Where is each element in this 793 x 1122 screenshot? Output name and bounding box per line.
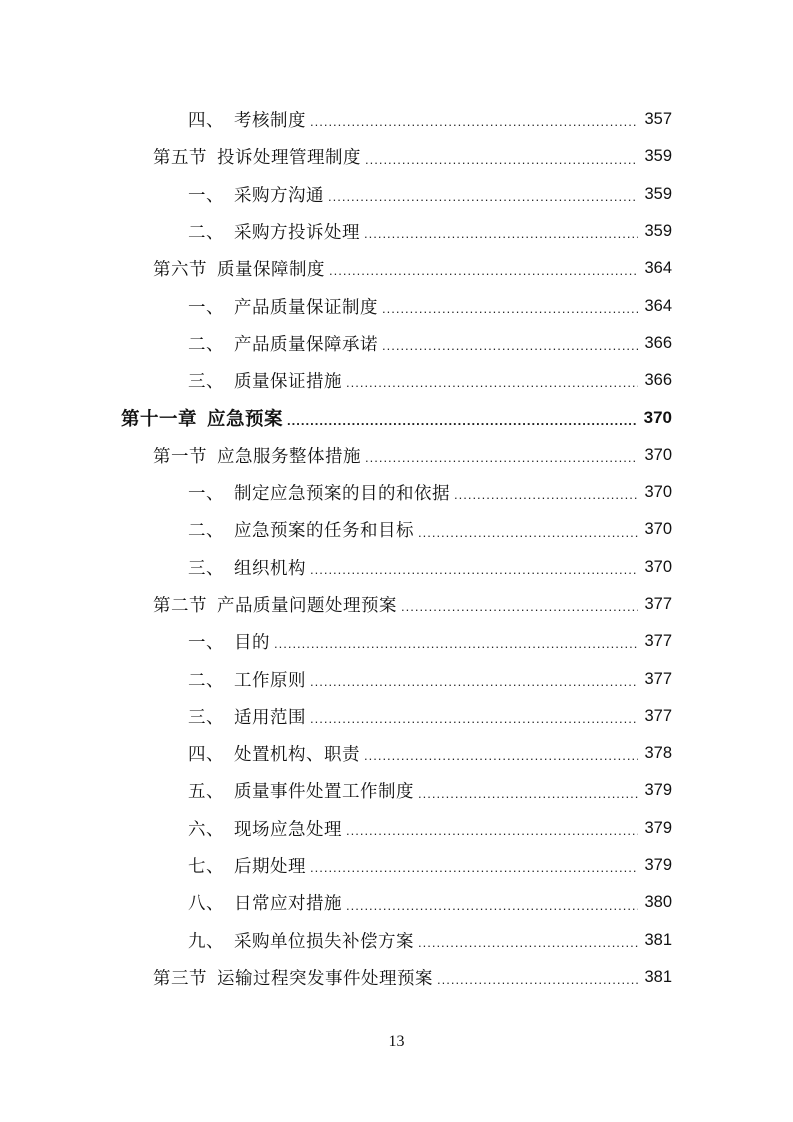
dot-leader: [274, 636, 638, 660]
table-of-contents: [0, 101, 793, 996]
toc-entry-page: 377: [644, 632, 672, 651]
dot-leader: [310, 562, 638, 586]
toc-entry-item[interactable]: [0, 474, 793, 511]
toc-entry-item[interactable]: [0, 213, 793, 250]
toc-entry-number: 二、: [188, 521, 224, 542]
dot-leader: [365, 152, 638, 176]
toc-entry-item[interactable]: [0, 660, 793, 697]
toc-entry-title: [153, 256, 325, 281]
toc-entry-page: 380: [644, 893, 672, 912]
toc-entry-page: 359: [644, 184, 672, 203]
toc-entry-text: 采购单位损失补偿方案: [234, 931, 414, 952]
toc-entry-text: 质量事件处置工作制度: [234, 782, 414, 803]
toc-entry-page: 377: [644, 595, 672, 613]
toc-entry-title: [188, 480, 450, 505]
toc-entry-page: 359: [644, 147, 672, 166]
dot-leader: [364, 748, 638, 772]
toc-entry-title: [188, 555, 306, 580]
dot-leader: [310, 711, 638, 735]
dot-leader: [418, 525, 638, 549]
toc-entry-text: 制定应急预案的目的和依据: [234, 484, 450, 505]
toc-entry-title: [188, 629, 270, 654]
toc-entry-number: 七、: [188, 857, 224, 878]
toc-entry-number: 四、: [188, 111, 224, 132]
toc-entry-text: 产品质量问题处理预案: [217, 596, 397, 616]
toc-entry-page: 381: [644, 930, 672, 949]
toc-entry-text: 现场应急处理: [234, 819, 342, 840]
toc-entry-title: [188, 368, 342, 393]
toc-entry-text: 质量保证措施: [234, 372, 342, 393]
toc-entry-number: 五、: [188, 782, 224, 803]
dot-leader: [454, 487, 638, 511]
toc-entry-title: [188, 667, 306, 692]
toc-entry-number: 一、: [188, 633, 224, 654]
toc-entry-title: [188, 704, 306, 729]
toc-entry-text: 投诉处理管理制度: [217, 148, 361, 169]
toc-entry-number: 四、: [188, 745, 224, 766]
toc-entry-text: 质量保障制度: [217, 260, 325, 281]
dot-leader: [310, 114, 638, 138]
toc-entry-title: [153, 144, 361, 169]
toc-entry-item[interactable]: [0, 698, 793, 735]
toc-entry-page: 359: [644, 222, 672, 241]
toc-entry-text: 应急服务整体措施: [217, 446, 361, 467]
toc-entry-item[interactable]: [0, 101, 793, 138]
toc-entry-item[interactable]: [0, 810, 793, 847]
dot-leader: [364, 226, 638, 250]
toc-entry-title: [188, 107, 306, 132]
dot-leader: [287, 413, 638, 437]
toc-entry-text: 产品质量保障承诺: [234, 334, 378, 355]
toc-entry-item[interactable]: [0, 325, 793, 362]
toc-entry-title: [188, 331, 378, 356]
toc-entry-text: 产品质量保证制度: [234, 297, 378, 318]
toc-entry-text: 组织机构: [234, 558, 306, 579]
toc-entry-item[interactable]: [0, 922, 793, 959]
toc-entry-page: 366: [644, 371, 672, 390]
toc-entry-title: [188, 853, 306, 878]
toc-entry-item[interactable]: [0, 176, 793, 213]
toc-entry-number: 第五节: [153, 148, 207, 169]
toc-entry-number: 八、: [188, 894, 224, 915]
toc-entry-section[interactable]: [0, 437, 793, 474]
toc-entry-item[interactable]: [0, 549, 793, 586]
toc-entry-number: 二、: [188, 334, 224, 355]
toc-entry-text: 工作原则: [234, 670, 306, 691]
toc-entry-chapter[interactable]: [0, 399, 793, 436]
toc-entry-number: 三、: [188, 372, 224, 393]
page-number: 13: [388, 1033, 405, 1050]
toc-entry-page: 379: [644, 856, 672, 875]
toc-entry-page: 364: [644, 296, 672, 315]
toc-entry-page: 370: [644, 483, 672, 502]
toc-entry-title: [188, 741, 360, 766]
toc-entry-number: 三、: [188, 707, 224, 728]
dot-leader: [437, 972, 638, 996]
dot-leader: [346, 823, 638, 847]
toc-entry-title: [121, 405, 283, 431]
toc-entry-page: 370: [643, 408, 672, 428]
toc-entry-title: [188, 294, 378, 319]
dot-leader: [382, 338, 638, 362]
dot-leader: [346, 898, 638, 922]
toc-entry-page: 366: [644, 333, 672, 352]
toc-entry-title: [153, 592, 397, 617]
toc-entry-section[interactable]: [0, 959, 793, 996]
toc-entry-text: 适用范围: [234, 707, 306, 728]
toc-entry-number: 二、: [188, 223, 224, 244]
toc-entry-section[interactable]: [0, 138, 793, 175]
toc-entry-section[interactable]: [0, 250, 793, 287]
dot-leader: [310, 674, 638, 698]
dot-leader: [329, 263, 638, 287]
toc-entry-page: 379: [644, 818, 672, 837]
toc-entry-title: [153, 965, 433, 990]
toc-entry-text: 考核制度: [234, 111, 306, 132]
toc-entry-section[interactable]: [0, 586, 793, 623]
dot-leader: [382, 301, 638, 325]
toc-entry-text: 采购方沟通: [234, 185, 324, 206]
toc-entry-item[interactable]: [0, 772, 793, 809]
toc-entry-text: 后期处理: [234, 857, 306, 878]
toc-entry-title: [188, 928, 414, 953]
toc-entry-page: 379: [644, 781, 672, 800]
toc-entry-text: 运输过程突发事件处理预案: [217, 968, 433, 989]
toc-entry-page: 377: [644, 706, 672, 725]
dot-leader: [418, 935, 638, 959]
toc-entry-number: 第二节: [153, 596, 207, 616]
dot-leader: [346, 375, 638, 399]
toc-entry-title: [188, 517, 414, 542]
toc-entry-title: [153, 443, 361, 468]
toc-entry-page: 381: [644, 967, 672, 986]
toc-entry-text: 目的: [234, 633, 270, 654]
toc-entry-number: 一、: [188, 297, 224, 318]
toc-entry-item[interactable]: [0, 287, 793, 324]
toc-entry-item[interactable]: [0, 884, 793, 921]
toc-entry-page: 370: [644, 520, 672, 539]
dot-leader: [328, 189, 638, 213]
toc-entry-number: 三、: [188, 558, 224, 579]
toc-entry-page: 378: [644, 744, 672, 763]
toc-entry-item[interactable]: [0, 362, 793, 399]
toc-entry-title: [188, 816, 342, 841]
toc-entry-number: 第一节: [153, 446, 207, 467]
toc-entry-number: 二、: [188, 670, 224, 691]
toc-entry-number: 一、: [188, 185, 224, 206]
dot-leader: [401, 599, 638, 623]
toc-entry-text: 日常应对措施: [234, 894, 342, 915]
toc-entry-text: 应急预案的任务和目标: [234, 521, 414, 542]
toc-entry-item[interactable]: [0, 735, 793, 772]
toc-entry-number: 六、: [188, 819, 224, 840]
toc-entry-number: 第三节: [153, 968, 207, 989]
toc-entry-title: [188, 890, 342, 915]
toc-entry-item[interactable]: [0, 511, 793, 548]
toc-entry-number: 一、: [188, 484, 224, 505]
toc-entry-title: [188, 219, 360, 244]
toc-entry-text: 应急预案: [207, 409, 284, 431]
toc-entry-text: 采购方投诉处理: [234, 223, 360, 244]
toc-entry-item[interactable]: [0, 847, 793, 884]
dot-leader: [310, 860, 638, 884]
toc-entry-page: 370: [644, 557, 672, 576]
toc-entry-number: 九、: [188, 931, 224, 952]
toc-entry-page: 364: [644, 259, 672, 278]
toc-entry-text: 处置机构、职责: [234, 745, 360, 766]
toc-entry-page: 377: [644, 669, 672, 688]
dot-leader: [418, 786, 638, 810]
toc-entry-title: [188, 182, 324, 207]
toc-entry-number: 第十一章: [121, 409, 198, 431]
toc-entry-page: 357: [644, 110, 672, 129]
toc-entry-title: [188, 778, 414, 803]
toc-entry-item[interactable]: [0, 623, 793, 660]
dot-leader: [365, 450, 638, 474]
toc-entry-page: 370: [644, 445, 672, 464]
toc-entry-number: 第六节: [153, 260, 207, 281]
